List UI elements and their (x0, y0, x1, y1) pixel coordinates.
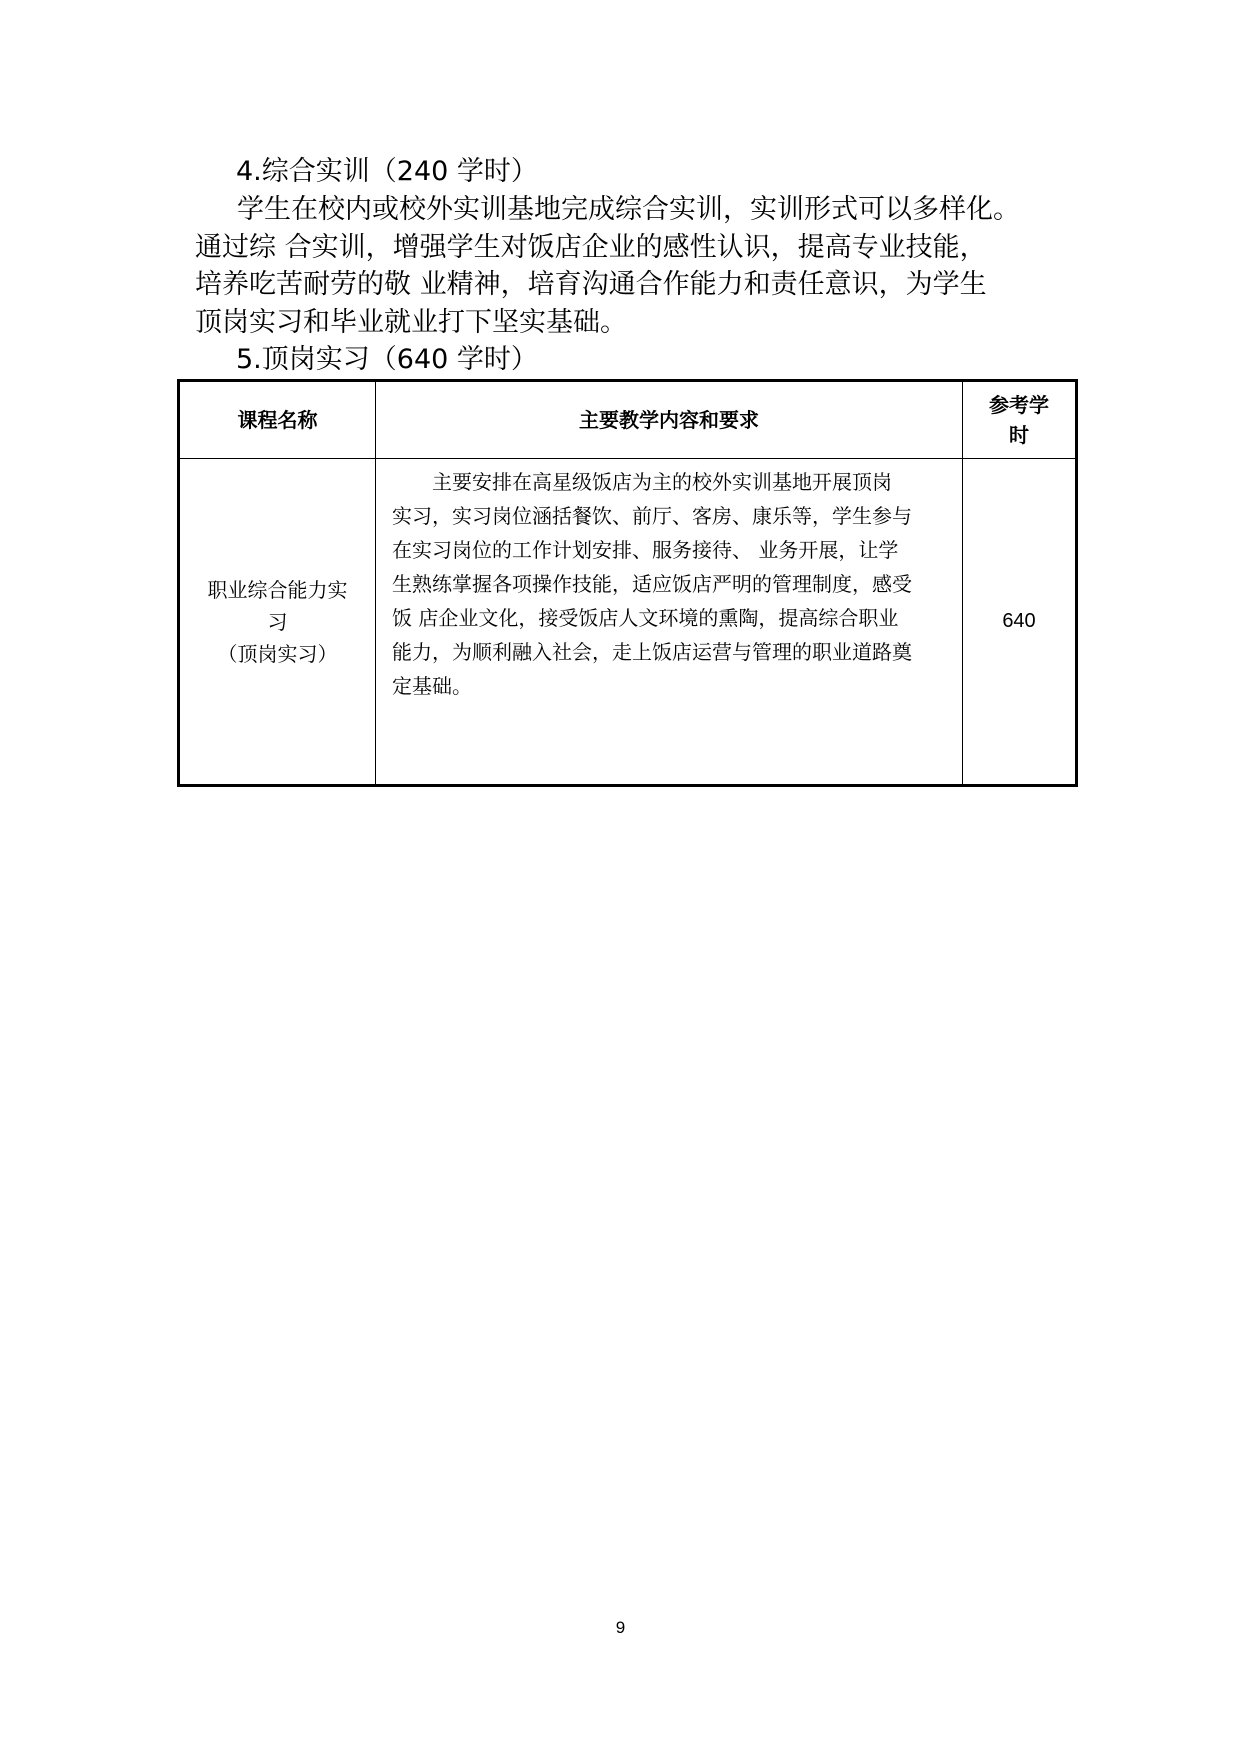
section-4-title: 4.综合实训（240 学时） (236, 156, 538, 187)
table-row (179, 459, 1077, 786)
header-course-name: 课程名称 (179, 381, 376, 459)
header-hours-line: 时 (1009, 423, 1029, 447)
page-number: 9 (615, 1618, 626, 1637)
content-line: 主要安排在高星级饭店为主的校外实训基地开展顶岗 (432, 470, 892, 494)
course-name-line: （顶岗实习） (217, 641, 338, 666)
header-hours-line: 参考学 (989, 393, 1049, 417)
paragraph-line: 顶岗实习和毕业就业打下坚实基础。 (195, 306, 627, 338)
table-header-row (179, 381, 1077, 459)
course-name-line: 职业综合能力实 (207, 577, 348, 602)
content-line: 定基础。 (392, 674, 472, 698)
course-hours-cell: 640 (963, 459, 1077, 786)
course-name-line: 习 (267, 609, 288, 634)
paragraph-line: 通过综 合实训，增强学生对饭店企业的感性认识，提高专业技能， (195, 231, 987, 263)
header-hours (963, 381, 1077, 459)
course-table (177, 379, 1078, 787)
course-content-text (392, 465, 952, 703)
content-line: 能力，为顺利融入社会，走上饭店运营与管理的职业道路奠 (392, 640, 912, 664)
header-content: 主要教学内容和要求 (376, 381, 963, 459)
content-line: 在实习岗位的工作计划安排、服务接待、 业务开展，让学 (392, 538, 899, 562)
course-name-cell (179, 459, 376, 786)
paragraph-line: 学生在校内或校外实训基地完成综合实训，实训形式可以多样化。 (237, 194, 1020, 225)
section-4-paragraph (195, 191, 1075, 341)
section-5-title: 5.顶岗实习（640 学时） (236, 344, 538, 375)
content-line: 实习，实习岗位涵括餐饮、前厅、客房、康乐等，学生参与 (392, 504, 912, 528)
content-line: 生熟练掌握各项操作技能，适应饭店严明的管理制度，感受 (392, 572, 912, 596)
paragraph-line: 培养吃苦耐劳的敬 业精神，培育沟通合作能力和责任意识，为学生 (195, 269, 987, 300)
course-content-cell (376, 459, 963, 786)
content-line: 饭 店企业文化，接受饭店人文环境的熏陶，提高综合职业 (392, 606, 899, 630)
